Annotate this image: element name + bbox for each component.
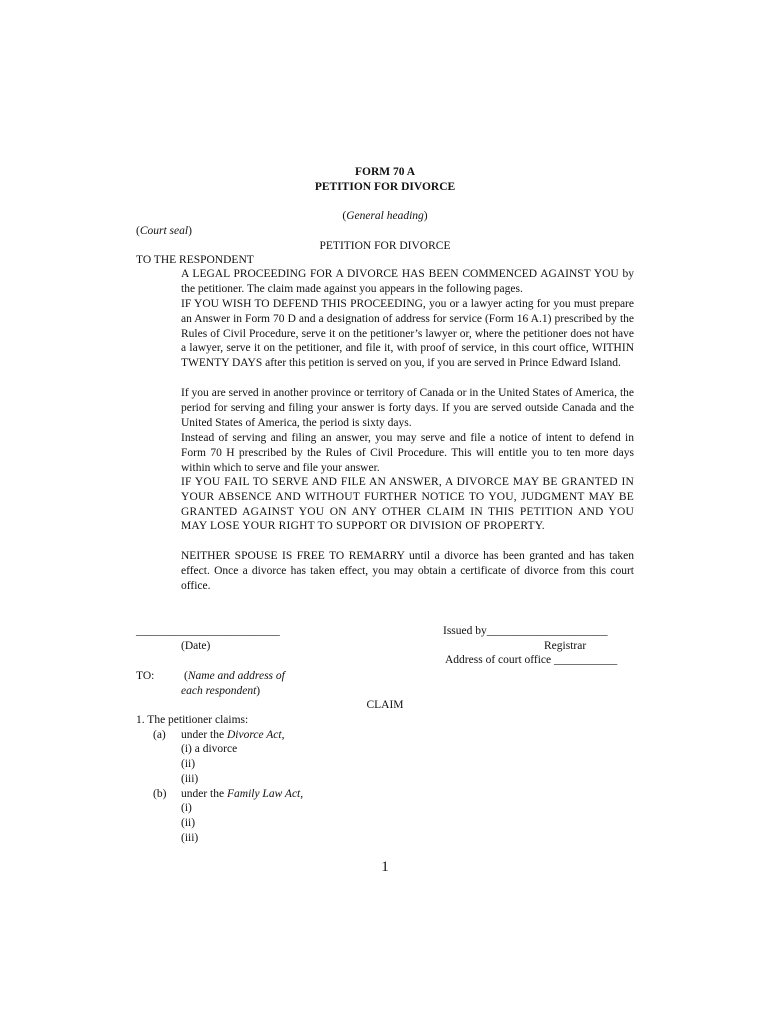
respondent-name-address-1: (Name and address of (184, 670, 285, 682)
to-respondent: TO THE RESPONDENT (136, 254, 254, 266)
claim-b-item: (i) (181, 802, 192, 814)
claim-a: (a) under the Divorce Act, (153, 729, 285, 741)
date-label: (Date) (181, 640, 211, 652)
claim-a-item: (i) a divorce (181, 743, 238, 755)
paragraph-defend: IF YOU WISH TO DEFEND THIS PROCEEDING, you or a lawyer acting for you must prepare an Answer in Form 70 D and a designation of address for service (Form 16 A.1) prescribed by the Rules of Civil Procedure, serve it on the petitioner’s lawyer or, where the petitioner does not have a lawyer, serve it on the petitioner, and file it, with proof of service, in this court office, WITHIN TWENTY DAYS after this petition is served on you, if you are served in Prince Edward Island. (181, 298, 634, 369)
claim-intro: 1. The petitioner claims: (136, 714, 249, 726)
form-number: FORM 70 A (354, 166, 416, 178)
claim-b-item: (iii) (181, 832, 199, 844)
paragraph-remarry: NEITHER SPOUSE IS FREE TO REMARRY until a divorce has been granted and has taken effect. Once a divorce has taken effect, you may obtain a certificate of divorce from this court office. (181, 550, 634, 592)
claim-a-item: (ii) (181, 758, 196, 770)
claim-b-item: (ii) (181, 817, 196, 829)
general-heading: (General heading) (342, 210, 428, 222)
paragraph-other-province: If you are served in another province or territory of Canada or in the United States of America, the period for serving and filing your answer is forty days. If you are served outside Canada and the United States of America, the period is sixty days. (181, 387, 634, 429)
paragraph-fail-to-serve: IF YOU FAIL TO SERVE AND FILE AN ANSWER, A DIVORCE MAY BE GRANTED IN YOUR ABSENCE AND WITHOUT FURTHER NOTICE TO YOU, JUDGMENT MAY BE GRANTED AGAINST YOU ON ANY OTHER CLAIM IN THIS PETITION AND YOU MAY LOSE YOUR RIGHT TO SUPPORT OR DIVISION OF PROPERTY. (181, 476, 634, 533)
claim-b: (b) under the Family Law Act, (153, 788, 304, 800)
page-number: 1 (381, 859, 389, 875)
section-title: PETITION FOR DIVORCE (319, 240, 451, 252)
registrar-label: Registrar (544, 640, 587, 652)
paragraph-notice-of-intent: Instead of serving and filing an answer, you may serve and file a notice of intent to defend in Form 70 H prescribed by the Rules of Civil Procedure. This will entitle you to ten more days within which to serve and file your answer. (181, 432, 634, 474)
claim-a-item: (iii) (181, 773, 199, 785)
to-label: TO: (136, 670, 155, 682)
issued-by-line: Issued by_____________________ (443, 625, 608, 637)
court-office-address: Address of court office ___________ (445, 654, 618, 666)
claim-title: CLAIM (366, 699, 404, 711)
date-line: _________________________ (136, 625, 280, 637)
form-title: PETITION FOR DIVORCE (314, 181, 456, 193)
respondent-name-address-2: each respondent) (181, 685, 261, 697)
court-seal: (Court seal) (136, 225, 192, 237)
paragraph-commenced: A LEGAL PROCEEDING FOR A DIVORCE HAS BEEN COMMENCED AGAINST YOU by the petitioner. The claim made against you appears in the following pages. (181, 268, 634, 295)
